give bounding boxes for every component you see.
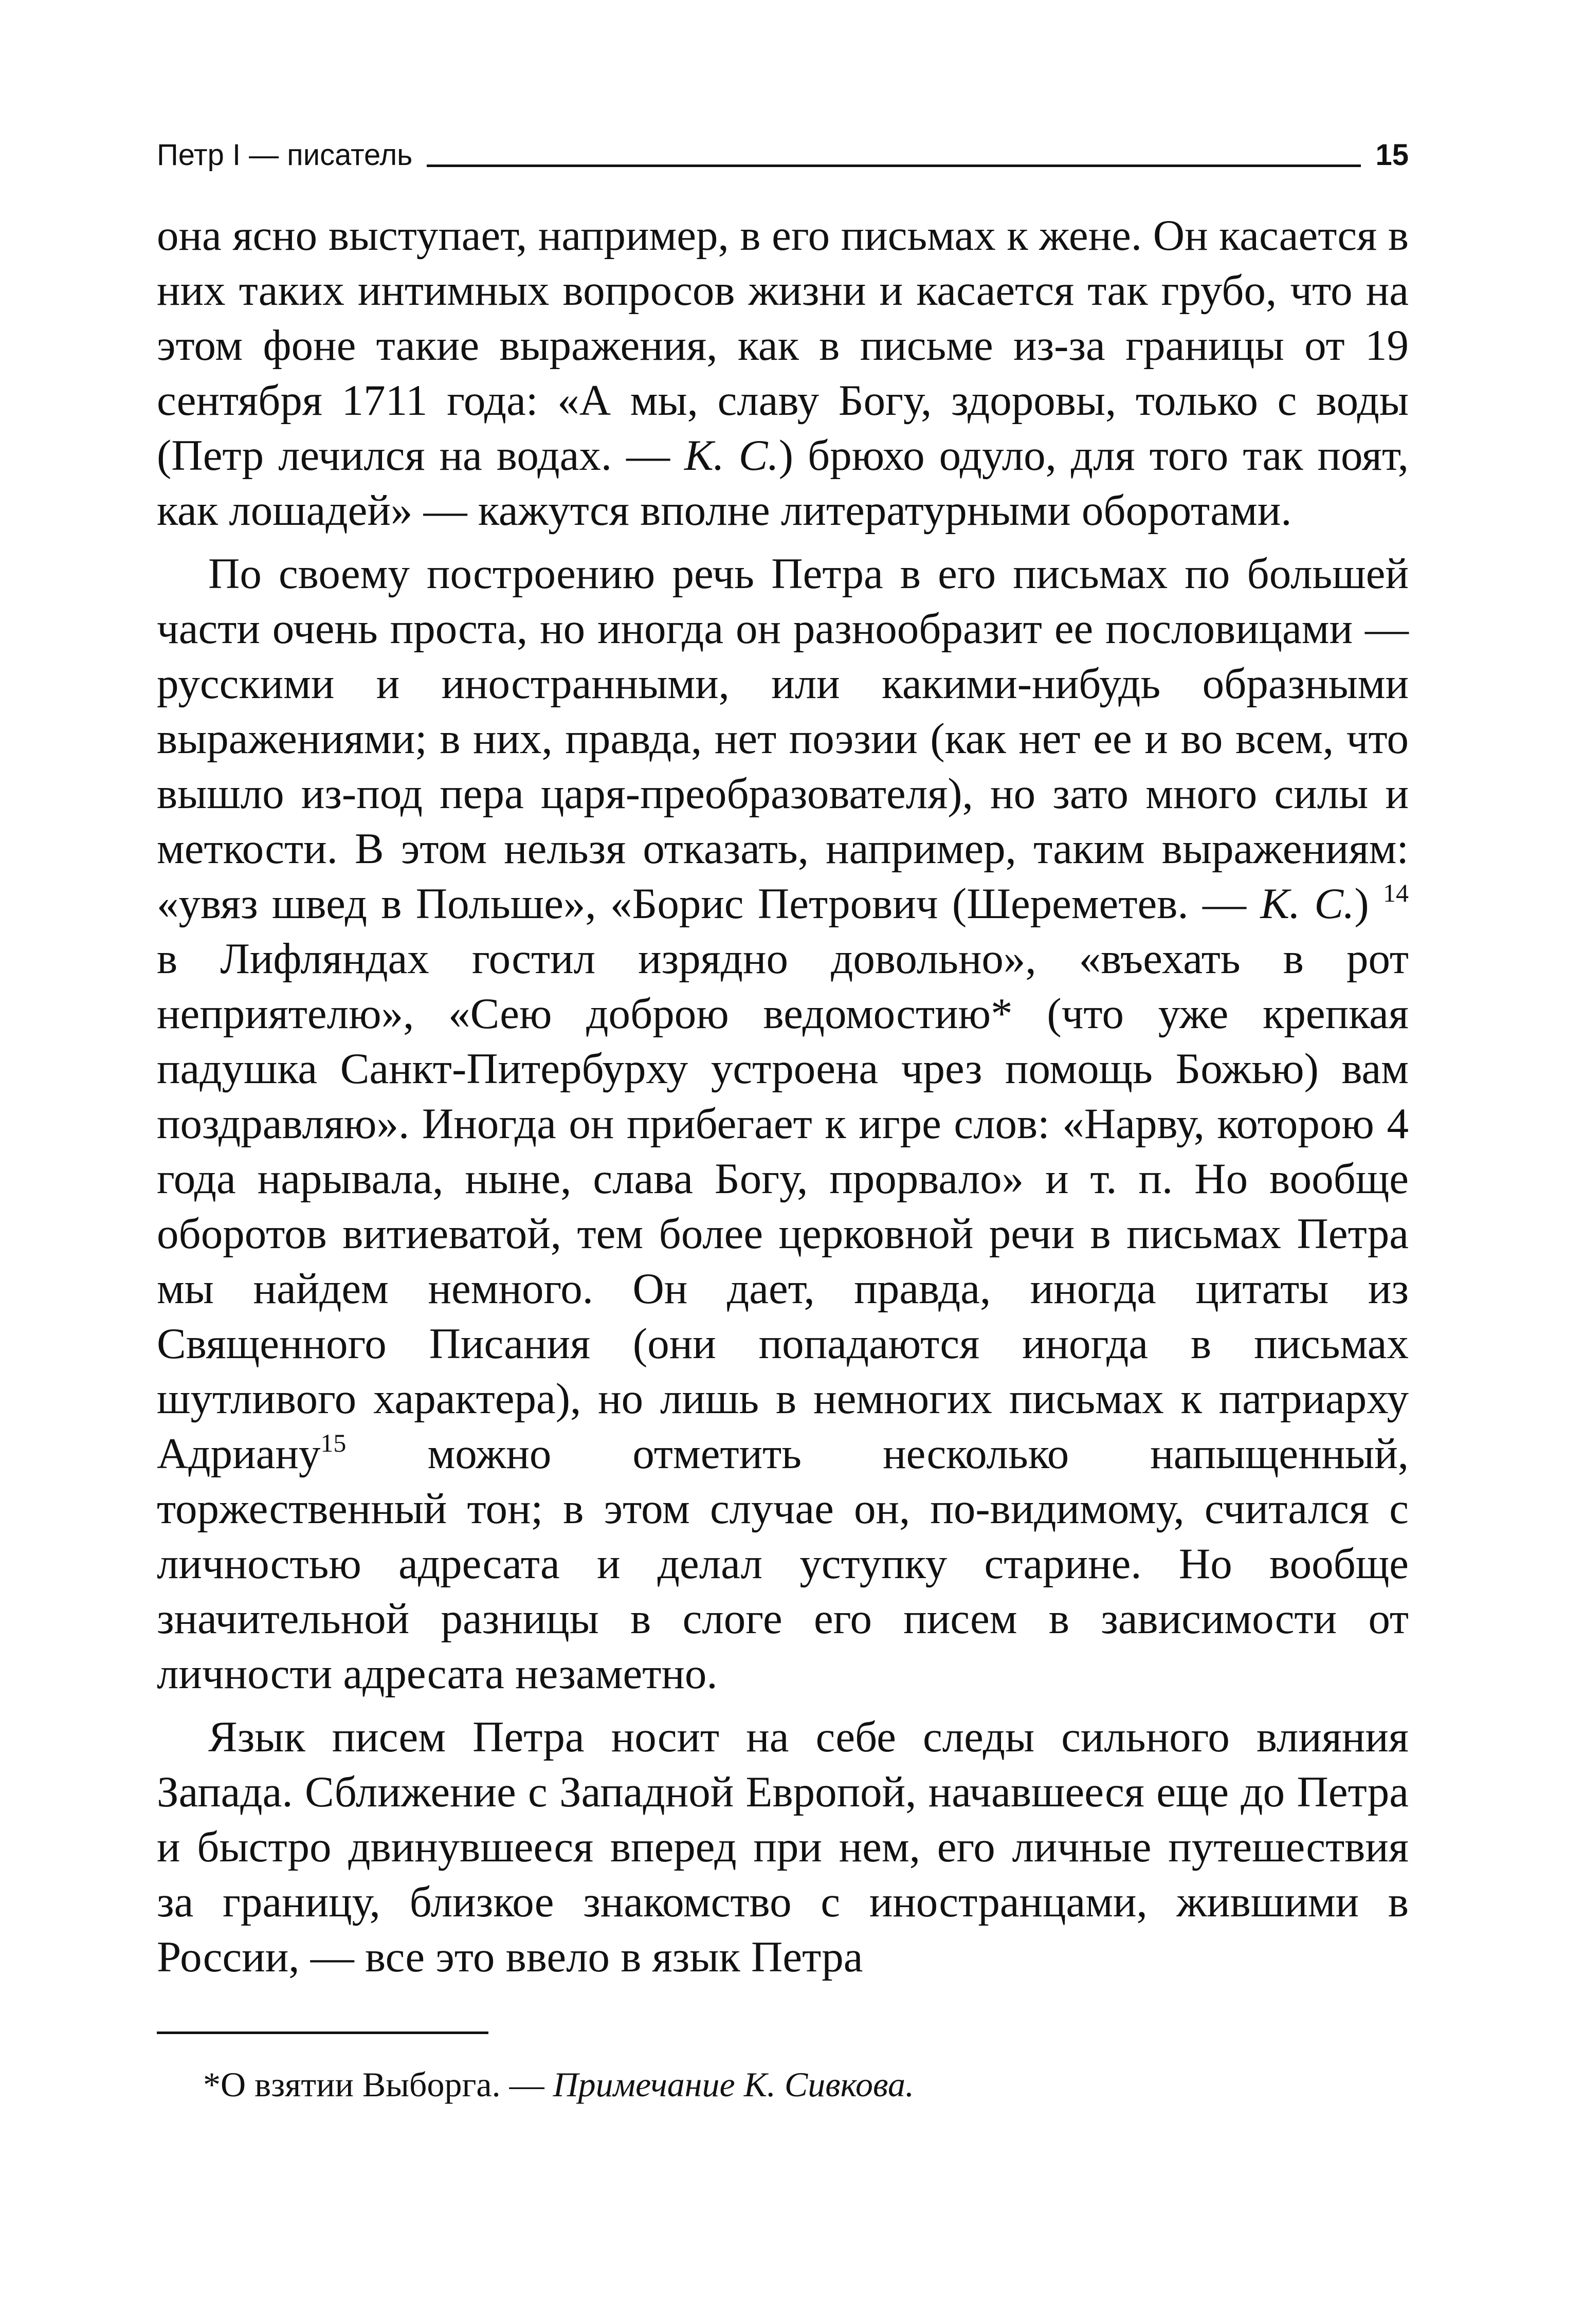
paragraph-2 (157, 546, 1409, 1701)
paragraph-1 (157, 208, 1409, 538)
footnote (203, 2061, 1386, 2108)
running-title: Петр I — писатель (157, 138, 413, 172)
running-head (157, 131, 1409, 172)
footnote-rule (157, 2032, 488, 2034)
endnote-ref-14: 14 (1383, 879, 1409, 907)
paragraph-2-text-b: ) (1354, 880, 1383, 928)
header-rule (427, 164, 1361, 167)
paragraph-2-text-a: По своему построению речь Петра в его письмах по большей части очень проста, но иногда он разнообразит ее пословицами — русскими и иностранными, или какими-нибудь образными выражениями; в них, правда, нет поэзии (как нет ее и во всем, что вышло из-под пера царя-преобразователя), но зато много силы и меткости. В этом нельзя отказать, например, таким выражениям: «увяз швед в Польше», «Борис Петрович (Шереметев. — (157, 550, 1409, 928)
paragraph-2-text-d: можно отметить несколько напыщенный, торжественный тон; в этом случае он, по-видимому, считался с личностью адресата и делал уступку старине. Но вообще значительной разницы в слоге его писем в зависимости от личности адресата незаметно. (157, 1430, 1409, 1698)
footnote-text: *О взятии Выборга. — (203, 2065, 553, 2104)
endnote-ref-15: 15 (320, 1429, 347, 1457)
paragraph-3-text: Язык писем Петра носит на себе следы сильного влияния Запада. Сближение с Западной Европой, начавшееся еще до Петра и быстро двинувшееся вперед при нем, его личные путешествия за границу, близкое знакомство с иностранцами, жившими в России, — все это ввело в язык Петра (157, 1713, 1409, 1981)
footnote-attribution: Примечание К. Сивкова. (553, 2065, 915, 2104)
body-text (157, 208, 1409, 1993)
paragraph-1-text-a: она ясно выступает, например, в его письмах к жене. Он касается в них таких интимных вопросов жизни и касается так грубо, что на этом фоне такие выражения, как в письме из-за границы от 19 сентября 1711 года: «А мы, славу Богу, здоровы, только с воды (Петр лечился на водах. — (157, 211, 1409, 480)
paragraph-1-initials: К. С. (684, 431, 779, 480)
page-number: 15 (1375, 138, 1409, 172)
paragraph-2-initials: К. С. (1260, 880, 1355, 928)
paragraph-3 (157, 1710, 1409, 1985)
paragraph-2-text-c: в Лифляндах гостил изрядно довольно», «въехать в рот неприятелю», «Сею доброю ведомостию* (что уже крепкая падушка Санкт-Питербурху устроена чрез помощь Божью) вам поздравляю». Иногда он прибегает к игре слов: «Нарву, которою 4 года нарывала, ныне, слава Богу, прорвало» и т. п. Но вообще оборотов витиеватой, тем более церковной речи в письмах Петра мы найдем немного. Он дает, правда, иногда цитаты из Священного Писания (они попадаются иногда в письмах шутливого характера), но лишь в немногих письмах к патриарху Адриану (157, 935, 1409, 1478)
paragraph-1-text-b: ) брюхо одуло, для того так поят, как лошадей» — кажутся вполне литературными оборотами. (157, 431, 1409, 535)
